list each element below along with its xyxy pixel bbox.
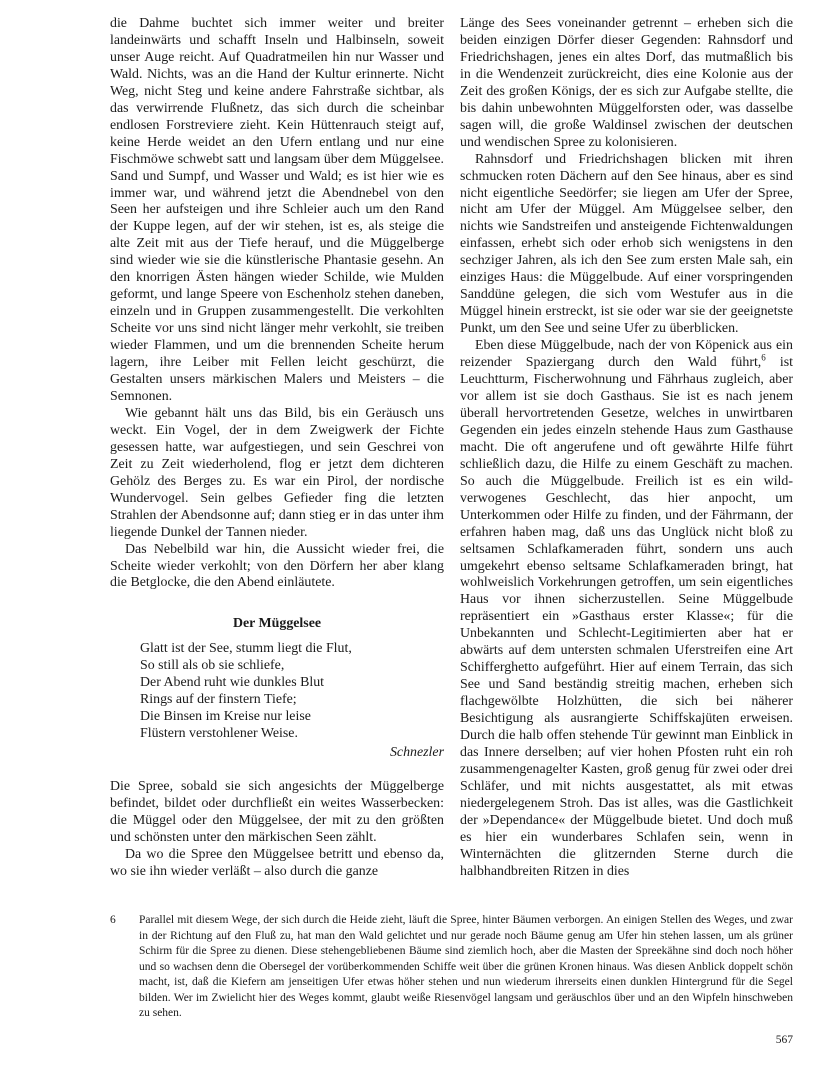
paragraph: Da wo die Spree den Müggelsee betritt und ebenso da, wo sie ihn wieder verläßt – also durch die ganze <box>110 846 444 879</box>
paragraph: Das Nebelbild war hin, die Aussicht wieder frei, die Scheite wieder verkohlt; von den Dörfern her aber klang die Betglocke, die den Abend einläutete. <box>110 541 444 591</box>
paragraph-with-footnote-ref <box>460 338 793 881</box>
poem <box>140 641 444 743</box>
poem-line: So still als ob sie schliefe, <box>140 658 285 674</box>
poem-author: Schnezler <box>389 745 444 761</box>
paragraph: Wie gebannt hält uns das Bild, bis ein Geräusch uns weckt. Ein Vogel, der in dem Zweigwerk der Fichte gesessen hatte, war aufgestiegen, und sein Geschrei von Zeit zu Zeit wiederholend, flog er jetzt dem dichteren Gehölz des Berges zu. Es war ein Pirol, der nordische Wundervogel. Sein gelbes Gefieder fing die letzten Strahlen der Abendsonne auf; dann stieg er in das unter ihm liegende Dunkel der Tannen nieder. <box>110 405 444 540</box>
paragraph-text: ist Leuchtturm, Fischerwohnung und Fährhaus zugleich, aber vor allem ist sie doch Gasthaus. Sie ist es nach jenem überall hervortretenden Gesetze, welches in unwirtbaren Gegenden ein jedes einzeln stehende Haus zum Gasthause macht. Die oft angerufene und oft gewährte Hilfe führt schließlich dazu, die Hilfe zu einem Geschäft zu machen. So auch die Müggelbude. Freilich ist es ein wild-verwogenes Geschlecht, das hier anpocht, um Unterkommen oder Hilfe zu finden, und der Fährmann, der erfahren haben mag, daß uns das Unglück nicht bloß zu seltsamen Schlafkameraden führt, sondern uns auch umgekehrt ebenso seltsame Schlafkameraden bringt, hat wohlweislich Vorkehrungen getroffen, um sein eigentliches Haus vor ihnen sicherzustellen. Seine Müggelbude repräsentiert ein »Gasthaus erster Klasse«; für die Unbekannten und Schlecht-Legitimierten aber hat er abwärts auf dem untersten schmalen Uferstreifen eine Art Schifferghetto aufgeführt. Hier auf einem Terrain, das sich See und Sand beständig streitig machen, erheben sich flachgewölbte Holzhütten, die sich bei näherer Besichtigung als ausrangierte Schiffskajüten erweisen. Durch die halb offen stehende Tür gewinnt man Einblick in das Innere derselben; auf vier hohen Pfosten ruht ein roh zusammengenagelter Kasten, groß genug für zwei oder drei Schläfer, und mit nichts ausgestattet, als mit etwas niedergelegenem Stroh. Das ist alles, was die Gastlichkeit der »Dependance« der Müggelbude bietet. Und doch muß es hier ein wunderbares Schlafen sein, wenn in Winternächten die glitzernden Sterne durch die halbhandbreiten Ritzen in dies <box>460 355 793 879</box>
poem-line: Der Abend ruht wie dunkles Blut <box>140 675 325 691</box>
footnote-number: 6 <box>110 914 116 926</box>
poem-line: Flüstern verstohlener Weise. <box>140 726 298 742</box>
left-column <box>110 16 444 881</box>
poem-line: Die Binsen im Kreise nur leise <box>140 709 311 725</box>
poem-line: Glatt ist der See, stumm liegt die Flut, <box>140 641 352 657</box>
right-column <box>460 16 793 881</box>
paragraph: Die Spree, sobald sie sich angesichts der Müggelberge befindet, bildet oder durchfließt ein weites Wasserbecken: die Müggel oder den Müggelsee, der mit zu den größten und schönsten unter den märkischen Seen zählt. <box>110 779 444 845</box>
footnote-text: Parallel mit diesem Wege, der sich durch die Heide zieht, läuft die Spree, hinter Bäumen verborgen. An einigen Stellen des Weges, und zwar in der Richtung auf den Fluß zu, hat man den Wald gelichtet und nur gerade noch Bäume genug am Ufer hin stehen lassen, um als grüner Schirm für die Spree zu dienen. Diese stehengebliebenen Bäume sind ziemlich hoch, aber die Masten der Spreekähne sind doch noch höher und so wachsen denn die Obersegel der vorüberkommenden Schiffe weit über die grünen Kronen hinaus. Was diesen Anblick doppelt schön macht, ist, daß die Kiefern am jenseitigen Ufer etwas höher stehen und nun wiederum ihrerseits einen dunklen Hintergrund für die Segel bilden. Wer im Zwielicht hier des Weges kommt, glaubt weiße Riesenvögel langsam und geräuschlos über und an den Wipfeln hinschweben zu sehen. <box>139 914 793 1019</box>
poem-line: Rings auf der finstern Tiefe; <box>140 692 297 708</box>
paragraph: Rahnsdorf und Friedrichshagen blicken mit ihren schmucken roten Dächern auf den See hinaus, aber es sind nicht eigentliche Seedörfer; sie liegen am Ufer der Spree, nicht am Ufer der Müggel. Am Müggelsee selber, den nichts wie Sandstreifen und ansteigende Fichtenwaldungen einfassen, erhebt sich oder erhob sich wenigstens in den sechziger Jahren, als ich den See zum ersten Male sah, ein einziges Haus: die Müggelbude. Auf einer vorspringenden Sanddüne gelegen, die sich vom Westufer aus in die Müggel hinein erstreckt, ist sie oder war sie der geeignetste Punkt, um den See und seine Ufer zu überblicken. <box>460 151 793 337</box>
poem-title: Der Müggelsee <box>232 616 322 632</box>
footnote <box>110 913 793 1022</box>
page-number: 567 <box>775 1034 793 1046</box>
footnote-reference[interactable]: 6 <box>761 352 766 363</box>
paragraph-text: Eben diese Müggelbude, nach der von Köpenick aus ein reizender Spaziergang durch den Wald führt, <box>460 338 793 371</box>
paragraph: die Dahme buchtet sich immer weiter und breiter landeinwärts und schafft Inseln und Halbinseln, soweit unser Auge reicht. Auf Quadratmeilen hin nur Wasser und Wald. Nichts, was an die Hand der Kultur erinnerte. Nicht Weg, nicht Steg und keine andere Fahrstraße sichtbar, als das verwirrende Flußnetz, das sich durch die scheinbar endlosen Forstreviere zieht. Kein Hüttenrauch steigt auf, keine Herde weidet an den Ufern entlang und nur eine Fischmöwe schwebt satt und langsam über dem Müggelsee. Sand und Sumpf, und Wasser und Wald; es ist hier wie es immer war, und während jetzt die Abendnebel von den Seen her aufsteigen und ihre Schleier auch um den Rand der Kuppe legen, auf der wir stehen, ist es, als steige die alte Zeit mit aus der Tiefe herauf, und die Müggelberge sind wieder wie sie die künstlerische Phantasie gesehn. An den knorrigen Ästen hängen wieder Schilde, wie Mulden geformt, und lange Speere von Eschenholz stehen daneben, einzeln und in Gruppen zusammengestellt. Die verkohlten Scheite vor uns sind nicht länger mehr verkohlt, sie treiben wieder Flammen, und um die brennenden Scheite herum lagern, ihre Leiber mit Fellen leicht geschürzt, die Gestalten unsers märkischen Malers und Meisters – die Semnonen. <box>110 16 444 404</box>
paragraph: Länge des Sees voneinander getrennt – erheben sich die beiden einzigen Dörfer dieser Gegenden: Rahnsdorf und Friedrichshagen, jenes ein altes Dorf, das mutmaßlich bis in die Wendenzeit zurückreicht, dies eine Kolonie aus der Zeit des großen Königs, der es sich zur Aufgabe stellte, die bis dahin unbewohnten Müggelforsten oder, was dasselbe sagen will, die große Waldinsel zwischen der deutschen und wendischen Spree zu kolonisieren. <box>460 16 793 150</box>
